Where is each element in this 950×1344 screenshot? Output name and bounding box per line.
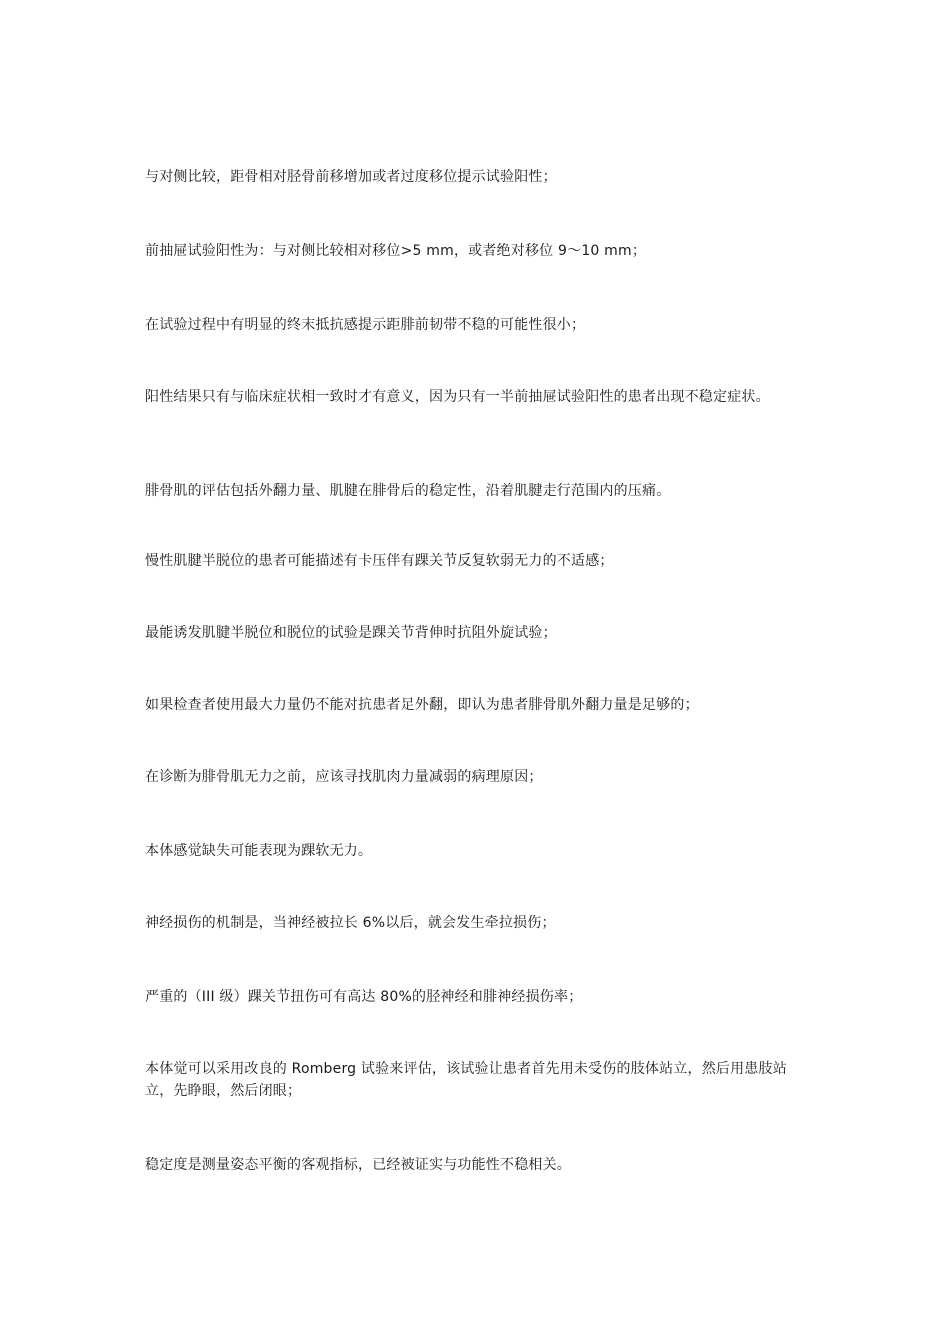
paragraph-4: 阳性结果只有与临床症状相一致时才有意义，因为只有一半前抽屉试验阳性的患者出现不稳定症状。 [145,389,770,405]
paragraph-12: 严重的（III 级）踝关节扭伤可有高达 80%的胫神经和腓神经损伤率； [145,989,583,1005]
paragraph-14: 稳定度是测量姿态平衡的客观指标，已经被证实与功能性不稳相关。 [145,1157,571,1173]
paragraph-7: 最能诱发肌腱半脱位和脱位的试验是踝关节背伸时抗阻外旋试验； [145,625,557,641]
paragraph-3: 在试验过程中有明显的终末抵抗感提示距腓前韧带不稳的可能性很小； [145,317,586,333]
paragraph-6: 慢性肌腱半脱位的患者可能描述有卡压伴有踝关节反复软弱无力的不适感； [145,553,614,569]
paragraph-8: 如果检查者使用最大力量仍不能对抗患者足外翻，即认为患者腓骨肌外翻力量是足够的； [145,697,699,713]
paragraph-10: 本体感觉缺失可能表现为踝软无力。 [145,843,373,859]
paragraph-9: 在诊断为腓骨肌无力之前，应该寻找肌肉力量减弱的病理原因； [145,769,543,785]
paragraph-5: 腓骨肌的评估包括外翻力量、肌腱在腓骨后的稳定性，沿着肌腱走行范围内的压痛。 [145,483,671,499]
paragraph-11: 神经损伤的机制是，当神经被拉长 6%以后，就会发生牵拉损伤； [145,915,556,931]
paragraph-2: 前抽屉试验阳性为：与对侧比较相对移位>5 mm，或者绝对移位 9～10 mm； [145,243,647,259]
paragraph-1: 与对侧比较，距骨相对胫骨前移增加或者过度移位提示试验阳性； [145,169,557,185]
paragraph-13: 本体觉可以采用改良的 Romberg 试验来评估，该试验让患者首先用未受伤的肢体站立，然后用患肢站立，先睁眼，然后闭眼； [145,1061,787,1099]
